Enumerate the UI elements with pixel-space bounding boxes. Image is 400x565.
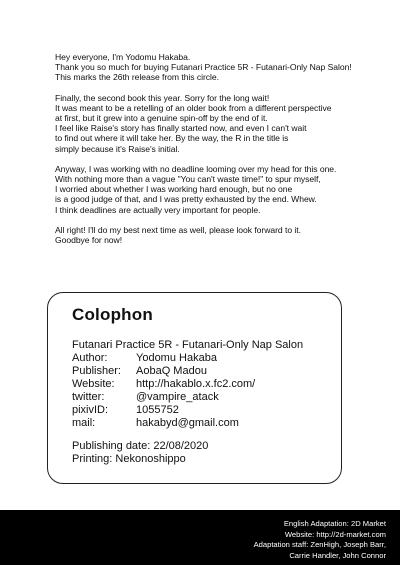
text-line: Goodbye for now! <box>55 235 123 246</box>
text-line: simply because it's Raise's initial. <box>55 143 180 154</box>
publisher-value: AobaQ Madou <box>136 365 207 377</box>
text-line: Thank you so much for buying Futanari Practice 5R - Futanari-Only Nap Salon! <box>55 62 352 73</box>
text-line: to find out where it will take her. By the way, the R in the title is <box>55 133 289 144</box>
text-line: It was meant to be a retelling of an older book from a different perspective <box>55 102 332 113</box>
text-line: With nothing more than a vague "You can't waste time!" to spur myself, <box>55 174 321 185</box>
pixiv-value: 1055752 <box>136 404 179 416</box>
author-label: Author: <box>72 352 108 364</box>
text-line: Hey everyone, I'm Yodomu Hakaba. <box>55 52 191 62</box>
colophon-book-title: Futanari Practice 5R - Futanari-Only Nap Salon <box>72 339 304 351</box>
text-line: I worried about whether I was working hard enough, but no one <box>55 184 293 195</box>
text-line: is a good judge of that, and I was pretty exhausted by the end. Whew. <box>55 194 317 205</box>
colophon-publisher-row <box>72 365 207 378</box>
afterword-paragraph <box>55 164 375 215</box>
text-line: at first, but it grew into a genuine spin-off by the end of it. <box>55 113 268 124</box>
publisher-label: Publisher: <box>72 365 121 377</box>
colophon-printing: Printing: Nekonoshippo <box>72 453 186 465</box>
colophon-author-row <box>72 352 217 365</box>
credits-line: Website: http://2d-market.com <box>284 529 386 539</box>
afterword-paragraph <box>55 225 375 245</box>
text-line: Anyway, I was working with no deadline looming over my head for this one. <box>55 163 337 174</box>
website-label: Website: <box>72 378 115 390</box>
adaptation-credits <box>254 519 386 561</box>
website-value: http://hakablo.x.fc2.com/ <box>136 378 256 390</box>
colophon-publishing-date: Publishing date: 22/08/2020 <box>72 440 209 452</box>
credits-line: Carrie Handler, John Connor <box>289 550 386 560</box>
credits-line: Adaptation staff: ZenHigh, Joseph Barr, <box>253 540 386 549</box>
mail-value: hakabyd@gmail.com <box>136 417 239 429</box>
afterword-paragraph <box>55 93 375 154</box>
text-line: All right! I'll do my best next time as well, please look forward to it. <box>55 224 301 235</box>
credits-line: English Adaptation: 2D Market <box>283 519 386 528</box>
afterword-paragraph <box>55 52 375 83</box>
twitter-value: @vampire_atack <box>136 391 219 403</box>
colophon-box <box>47 292 342 484</box>
text-line: I feel like Raise's story has finally started now, and even I can't wait <box>55 123 307 134</box>
mail-label: mail: <box>72 417 96 429</box>
author-value: Yodomu Hakaba <box>136 352 217 364</box>
colophon-twitter-row <box>72 391 219 404</box>
afterword-text <box>55 52 375 255</box>
text-line: I think deadlines are actually very important for people. <box>55 204 261 215</box>
pixiv-label: pixivID: <box>72 404 109 416</box>
colophon-title: Colophon <box>72 305 153 324</box>
twitter-label: twitter: <box>72 391 105 403</box>
colophon-pixiv-row <box>72 404 179 417</box>
text-line: This marks the 26th release from this circle. <box>55 72 219 83</box>
text-line: Finally, the second book this year. Sorry for the long wait! <box>55 92 270 103</box>
colophon-website-row <box>72 378 255 391</box>
colophon-mail-row <box>72 417 239 430</box>
